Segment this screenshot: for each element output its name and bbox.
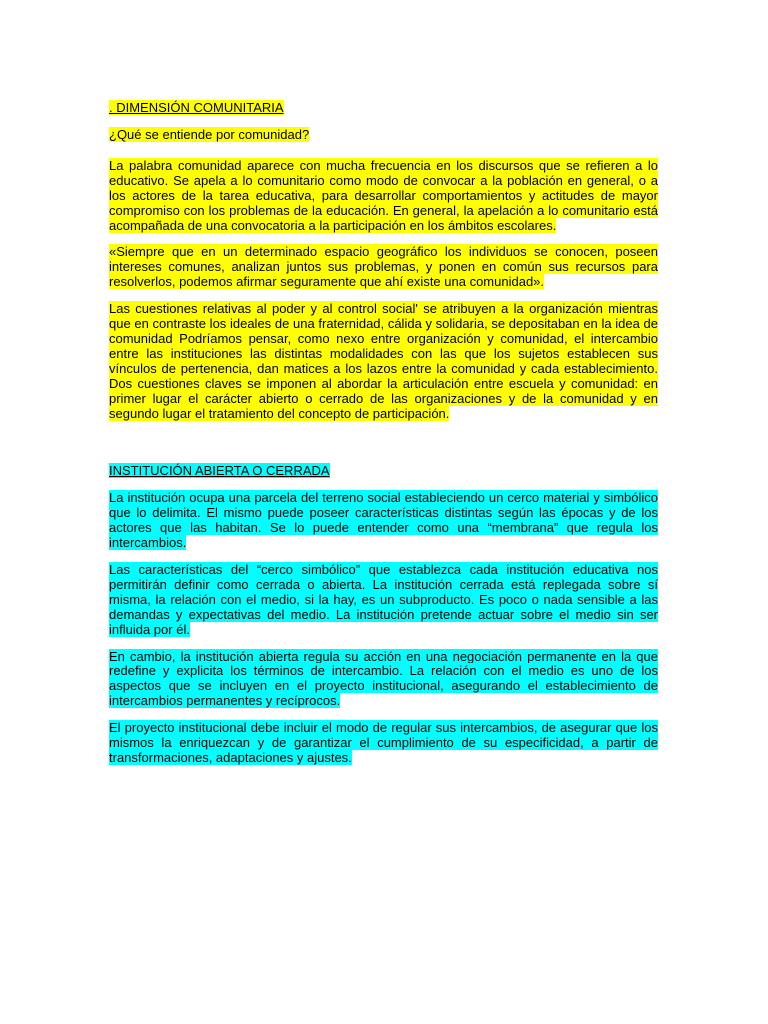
paragraph-text: Las cuestiones relativas al poder y al control social' se atribuyen a la organización mientras que en contraste los ideales de una fraternidad, cálida y solidaria, se depositaban en la idea de comunidad Podríamos pensar, como nexo entre organización y comunidad, el intercambio entre las instituciones las distintas modalidades con las que los sujetos establecen sus vínculos de pertenencia, dan matices a los lazos entre la comunidad y cada establecimiento. Dos cuestiones claves se imponen al abordar la articulación entre escuela y comunidad: en primer lugar el carácter abierto o cerrado de las organizaciones y de la comunidad y en segundo lugar el tratamiento del concepto de participación. (109, 301, 658, 421)
section-heading-dimension-comunitaria (109, 100, 658, 115)
heading-text: INSTITUCIÓN ABIERTA O CERRADA (109, 463, 330, 479)
paragraph-institucion-3 (109, 650, 658, 710)
question-text: ¿Qué se entiende por comunidad? (109, 127, 310, 142)
paragraph-comunidad-3 (109, 302, 658, 421)
section-spacer (109, 433, 658, 463)
paragraph-text: La institución ocupa una parcela del terreno social estableciendo un cerco material y simbólico que lo delimita. El mismo puede poseer características distintas según las épocas y de los actores que las habitan. Se lo puede entender como una “membrana” que regula los intercambios. (109, 490, 658, 551)
question-paragraph (109, 128, 658, 143)
paragraph-text: La palabra comunidad aparece con mucha frecuencia en los discursos que se refieren a lo educativo. Se apela a lo comunitario como modo de convocar a la población en general, o a los actores de la tarea educativa, para desarrollar comportamientos y actitudes de mayor compromiso con los problemas de la educación. En general, la apelación a lo comunitario está acompañada de una convocatoria a la participación en los ámbitos escolares. (109, 157, 658, 233)
paragraph-text: En cambio, la institución abierta regula su acción en una negociación permanente en la que redefine y explicita los términos de intercambio. La relación con el medio es uno de los aspectos que se incluyen en el proyecto institucional, asegurando el establecimiento de intercambios permanentes y recíprocos. (109, 648, 658, 709)
paragraph-institucion-2 (109, 563, 658, 638)
paragraph-text: «Siempre que en un determinado espacio geográfico los individuos se conocen, poseen intereses comunes, analizan juntos sus problemas, y ponen en común sus recursos para resolverlos, podemos afirmar seguramente que ahí existe una comunidad». (109, 244, 658, 290)
paragraph-institucion-4 (109, 721, 658, 766)
section-heading-institucion (109, 463, 658, 478)
document-page (109, 100, 658, 778)
paragraph-text: El proyecto institucional debe incluir el modo de regular sus intercambios, de asegurar que los mismos la enriquezcan y de garantizar el cumplimiento de su especificidad, a partir de transformaciones, adaptaciones y ajustes. (109, 720, 658, 765)
paragraph-comunidad-quote (109, 245, 658, 290)
heading-text: . DIMENSIÓN COMUNITARIA (109, 100, 284, 115)
paragraph-text: Las características del “cerco simbólico” que establezca cada institución educativa nos permitirán definir como cerrada o abierta. La institución cerrada está replegada sobre sí misma, la relación con el medio, si la hay, es un subproducto. Es poco o nada sensible a las demandas y expectativas del medio. La institución pretende actuar sobre el medio sin ser influida por él. (109, 562, 658, 637)
paragraph-comunidad-1 (109, 159, 658, 234)
paragraph-institucion-1 (109, 491, 658, 551)
